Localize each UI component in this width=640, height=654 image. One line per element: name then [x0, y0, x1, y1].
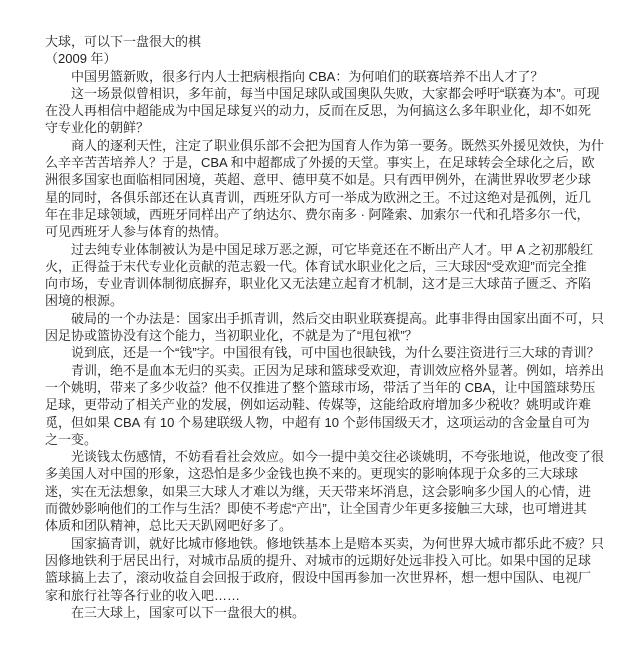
text-line: 可见西班牙人参与体育的热情。 — [45, 224, 228, 240]
article-body — [45, 68, 603, 622]
text-line: 足球，更带动了相关产业的发展，例如运动鞋、传媒等，这能给政府增加多少税收？姚明或许难 — [45, 397, 592, 413]
text-line: 洲很多国家也面临相同困境，英超、意甲、德甲莫不如是。只有西甲例外，在满世界收罗老少球 — [45, 172, 592, 188]
text-line: 因足协或篮协没有这个能力，当初职业化，不就是为了“甩包袱”？ — [45, 328, 418, 344]
article-title: 大球，可以下一盘很大的棋 — [45, 34, 202, 49]
text-line: 迷，实在无法想象，如果三大球人才难以为继，天天带来坏消息，这会影响多少国人的心情，进 — [45, 483, 592, 499]
text-line: 破局的一个办法是：国家出手抓青训，然后交由职业联赛提高。此事非得由国家出面不可，只 — [71, 310, 605, 326]
text-line: 国家搞青训，就好比城市修地铁。修地铁基本上是赔本买卖，为何世界大城市都乐此不疲？只 — [71, 535, 605, 551]
text-line: 光谈钱太伤感情，不妨看看社会效应。如今一提中美交往必谈姚明，不夸张地说，他改变了很 — [71, 449, 605, 465]
text-line: 中国男篮新败，很多行内人士把病根指向 CBA：为何咱们的联赛培养不出人才了？ — [71, 68, 544, 84]
text-line: 因修地铁利于居民出行，对城市品质的提升、对城市的远期好处远非投入可比。如果中国的足球 — [45, 552, 592, 568]
text-line: 这一场景似曾相识，多年前，每当中国足球队或国奥队失败，大家都会呼吁“联赛为本”。可现 — [71, 85, 600, 101]
text-line: 么辛辛苦苦培养人？于是，CBA 和中超都成了外援的天堂。事实上，在足球转会全球化之后，欧 — [45, 155, 595, 171]
text-line: 星的同时，各俱乐部还在认真青训，西班牙队方可一举成为欧洲之王。不过这绝对是孤例，近几 — [45, 189, 592, 205]
text-line: 在三大球上，国家可以下一盘很大的棋。 — [71, 604, 306, 620]
article — [45, 33, 603, 621]
text-line: 火，正得益于末代专业化贡献的范志毅一代。体育试水职业化之后，三大球因“受欢迎”而完全推 — [45, 258, 587, 274]
text-line: 守专业化的朝鲜？ — [45, 120, 150, 136]
text-line: 觅，但如果 CBA 有 10 个易建联级人物，中超有 10 个彭伟国级天才，这项运动的含金量自可为 — [45, 414, 590, 430]
text-line: 过去纯专业体制被认为是中国足球万恶之源，可它毕竟还在不断出产人才。甲 A 之初那般红 — [71, 241, 594, 257]
article-year: （2009 年） — [45, 51, 117, 67]
text-line: 商人的逐利天性，注定了职业俱乐部不会把为国育人作为第一要务。既然买外援见效快，为什 — [71, 137, 605, 153]
text-line: 一个姚明，带来了多少收益？他不仅推进了整个篮球市场，带活了当年的 CBA，让中国篮球势压 — [45, 379, 596, 395]
text-line: 青训，绝不是血本无归的买卖。正因为足球和篮球受欢迎，青训效应格外显著。例如，培养出 — [71, 362, 605, 378]
text-line: 困境的根源。 — [45, 293, 124, 309]
text-line: 体质和团队精神，总比天天趴网吧好多了。 — [45, 518, 293, 534]
text-line: 年在非足球领域，西班牙同样出产了纳达尔、费尔南多 · 阿隆索、加索尔一代和孔塔多尔一代， — [45, 206, 590, 222]
text-line: 之一变。 — [45, 431, 98, 447]
text-line: 家和旅行社等各行业的收入吧…… — [45, 587, 241, 603]
text-line: 而微妙影响他们的工作与生活？即使不考虑“产出”，让全国青少年更多接触三大球，也可增进其 — [45, 501, 587, 517]
text-line: 说到底，还是一个“钱”字。中国很有钱，可中国也很缺钱，为什么要注资进行三大球的青训？ — [71, 345, 600, 361]
text-line: 多美国人对中国的形象，这恐怕是多少金钱也换不来的。更现实的影响体现于众多的三大球球 — [45, 466, 579, 482]
text-line: 向市场，专业青训体制彻底摒弃，职业化又无法建立起育才机制，这才是三大球苗子匮乏、齐陷 — [45, 276, 592, 292]
text-line: 篮球搞上去了，滚动收益自会回报于政府，假设中国再参加一次世界杯，想一想中国队、电视厂 — [45, 570, 592, 586]
text-line: 在没人再相信中超能成为中国足球复兴的动力，反而在反思，为何搞这么多年职业化，却不如死 — [45, 103, 592, 119]
